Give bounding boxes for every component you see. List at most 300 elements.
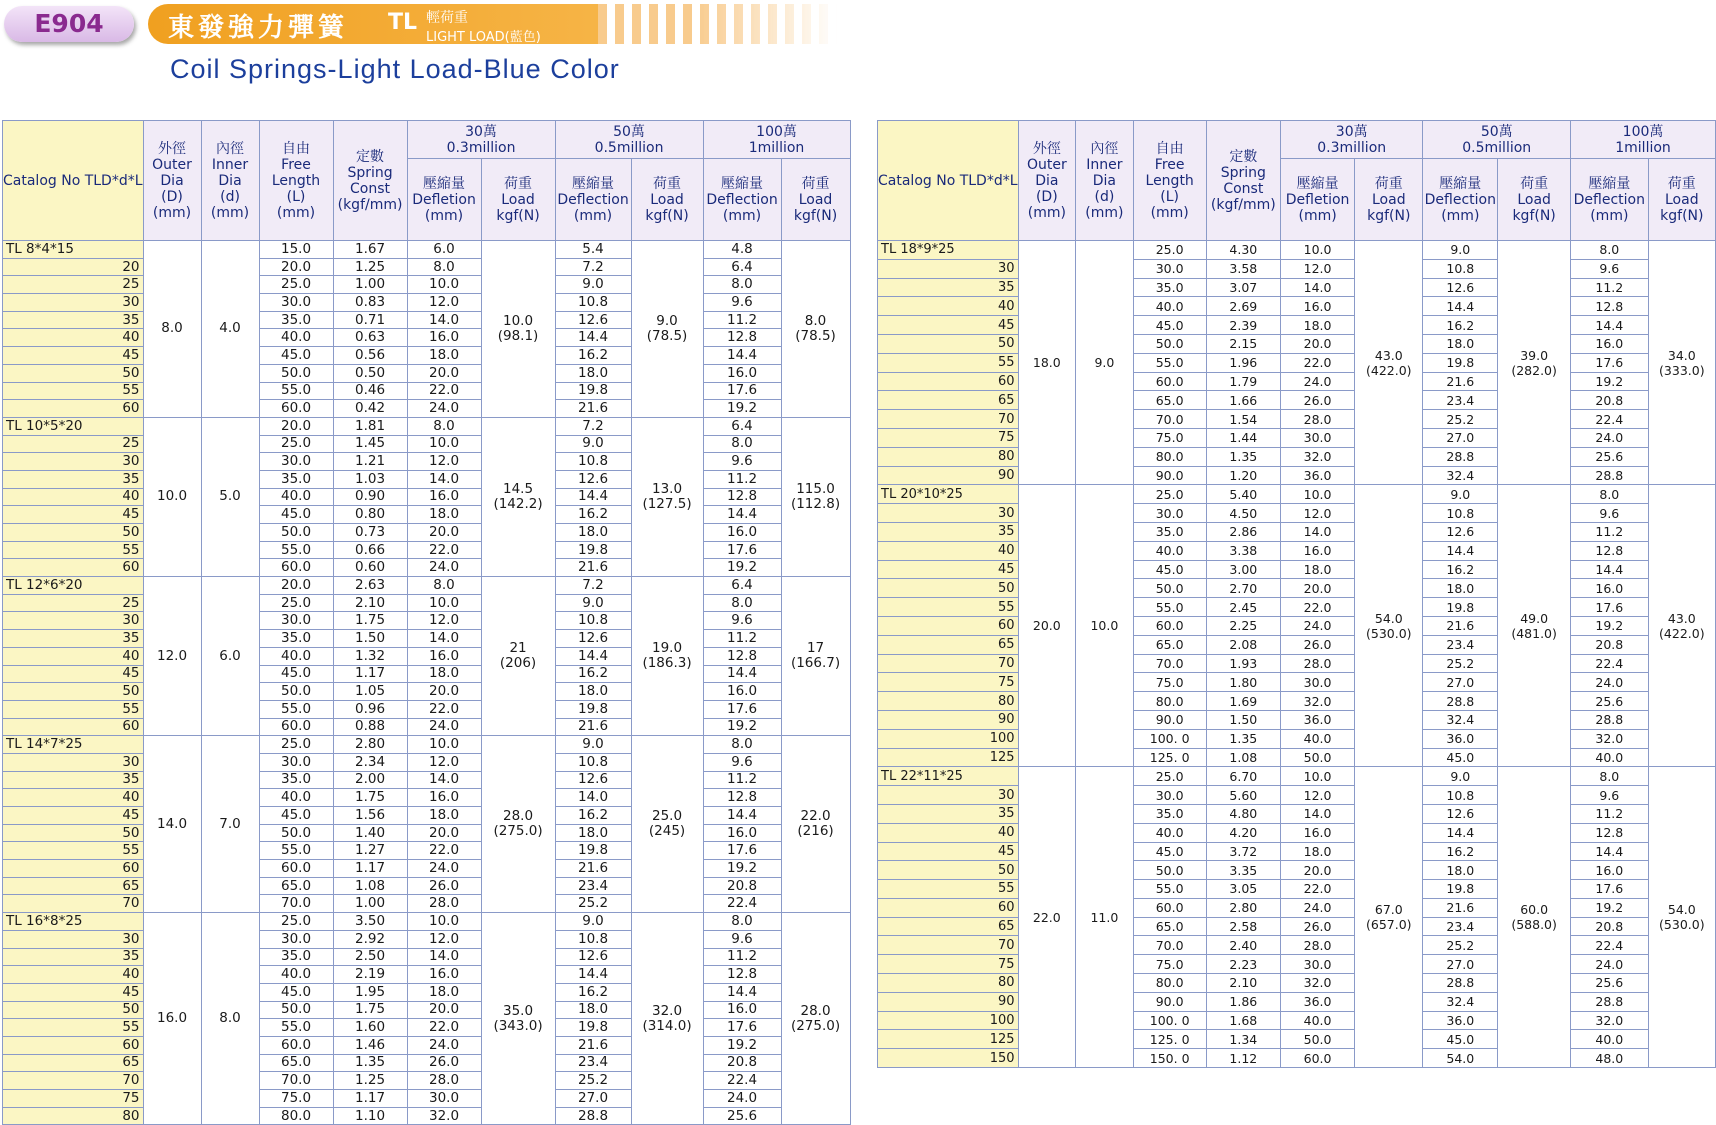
free-length: 50.0 (259, 364, 333, 382)
catalog-no: 60 (3, 559, 144, 577)
free-length: 55.0 (259, 541, 333, 559)
catalog-no: 60 (878, 372, 1019, 391)
deflection-500k: 21.6 (555, 1036, 631, 1054)
deflection-500k: 9.0 (1423, 767, 1498, 786)
table-row (3, 948, 851, 966)
table-row (3, 524, 851, 542)
deflection-500k: 5.4 (555, 241, 631, 259)
deflection-300k: 12.0 (407, 753, 481, 771)
table-row (3, 860, 851, 878)
deflection-300k: 36.0 (1280, 710, 1354, 729)
deflection-1m: 16.0 (703, 1001, 781, 1019)
deflection-1m: 16.0 (1571, 861, 1649, 880)
free-length: 65.0 (259, 1054, 333, 1072)
table-row (878, 391, 1716, 410)
table-row (878, 842, 1716, 861)
table-row (878, 710, 1716, 729)
table-row (878, 917, 1716, 936)
spring-const: 1.25 (333, 1072, 407, 1090)
catalog-no: 45 (3, 665, 144, 683)
deflection-300k: 36.0 (1280, 466, 1354, 485)
spring-const: 1.46 (333, 1036, 407, 1054)
inner-dia: 10.0 (1076, 485, 1134, 767)
catalog-no: 100 (878, 729, 1019, 748)
catalog-no: 70 (878, 410, 1019, 429)
header-free-length: 自由 Free Length (L) (mm) (1133, 121, 1206, 241)
free-length: 70.0 (1133, 936, 1206, 955)
deflection-500k: 18.0 (555, 1001, 631, 1019)
catalog-no: 60 (878, 898, 1019, 917)
catalog-no: 30 (878, 504, 1019, 523)
catalog-no: 35 (3, 311, 144, 329)
deflection-500k: 28.8 (1423, 447, 1498, 466)
catalog-no: 30 (3, 612, 144, 630)
header-deflection: 壓縮量 Deflection (mm) (703, 159, 781, 241)
deflection-300k: 28.0 (407, 895, 481, 913)
free-length: 55.0 (259, 1019, 333, 1037)
table-row (3, 417, 851, 435)
table-row (3, 983, 851, 1001)
catalog-no: 75 (878, 673, 1019, 692)
table-row (3, 258, 851, 276)
deflection-500k: 18.0 (555, 524, 631, 542)
deflection-1m: 28.8 (1571, 710, 1649, 729)
catalog-no: TL 16*8*25 (3, 913, 144, 931)
deflection-500k: 21.6 (555, 860, 631, 878)
spring-const: 2.39 (1206, 316, 1280, 335)
deflection-500k: 19.8 (1423, 880, 1498, 899)
spring-const: 1.69 (1206, 692, 1280, 711)
table-row (3, 364, 851, 382)
load-1m: 43.0 (422.0) (1648, 485, 1715, 767)
header-catalog-no: Catalog No TLD*d*L (878, 121, 1019, 241)
outer-dia: 10.0 (143, 417, 201, 576)
free-length: 100. 0 (1133, 1011, 1206, 1030)
catalog-no: 35 (3, 470, 144, 488)
load-1m: 34.0 (333.0) (1648, 241, 1715, 485)
header-outer-dia: 外徑 Outer Dia (D) (mm) (143, 121, 201, 241)
catalog-no: TL 14*7*25 (3, 736, 144, 754)
deflection-1m: 11.2 (703, 311, 781, 329)
deflection-500k: 36.0 (1423, 729, 1498, 748)
header-deflection: 壓縮量 Deflection (mm) (1571, 159, 1649, 241)
load-500k: 49.0 (481.0) (1498, 485, 1571, 767)
deflection-1m: 6.4 (703, 417, 781, 435)
deflection-300k: 18.0 (1280, 316, 1354, 335)
deflection-500k: 16.2 (555, 983, 631, 1001)
deflection-1m: 6.4 (703, 258, 781, 276)
deflection-300k: 36.0 (1280, 992, 1354, 1011)
deflection-500k: 19.8 (555, 1019, 631, 1037)
free-length: 40.0 (1133, 823, 1206, 842)
deflection-500k: 10.8 (555, 294, 631, 312)
deflection-500k: 9.0 (1423, 241, 1498, 260)
catalog-no: 35 (3, 630, 144, 648)
table-row (878, 767, 1716, 786)
free-length: 35.0 (1133, 804, 1206, 823)
free-length: 50.0 (1133, 579, 1206, 598)
deflection-500k: 18.0 (555, 824, 631, 842)
free-length: 30.0 (259, 930, 333, 948)
catalog-no: 40 (3, 647, 144, 665)
table-row (3, 665, 851, 683)
spring-const: 1.35 (333, 1054, 407, 1072)
catalog-no: 40 (3, 789, 144, 807)
catalog-no: 90 (878, 992, 1019, 1011)
spring-const: 2.34 (333, 753, 407, 771)
deflection-500k: 25.2 (555, 895, 631, 913)
table-row (3, 1036, 851, 1054)
table-row (878, 616, 1716, 635)
deflection-300k: 18.0 (407, 807, 481, 825)
spring-const: 6.70 (1206, 767, 1280, 786)
deflection-500k: 25.2 (1423, 936, 1498, 955)
deflection-300k: 50.0 (1280, 748, 1354, 767)
spring-const: 0.88 (333, 718, 407, 736)
free-length: 90.0 (1133, 992, 1206, 1011)
catalog-no: 65 (878, 391, 1019, 410)
deflection-500k: 19.8 (555, 541, 631, 559)
deflection-1m: 20.8 (703, 877, 781, 895)
deflection-300k: 40.0 (1280, 1011, 1354, 1030)
spring-const: 0.56 (333, 347, 407, 365)
spring-const: 0.83 (333, 294, 407, 312)
catalog-no: 40 (878, 297, 1019, 316)
header-group-500k: 50萬 0.5million (1423, 121, 1571, 159)
free-length: 55.0 (259, 700, 333, 718)
header-spring-const: 定數 Spring Const (kgf/mm) (333, 121, 407, 241)
deflection-1m: 25.6 (1571, 447, 1649, 466)
catalog-no: 55 (878, 353, 1019, 372)
free-length: 55.0 (1133, 598, 1206, 617)
catalog-no: 40 (878, 541, 1019, 560)
catalog-no: 55 (3, 1019, 144, 1037)
deflection-300k: 12.0 (407, 294, 481, 312)
deflection-500k: 18.0 (1423, 579, 1498, 598)
deflection-1m: 8.0 (703, 276, 781, 294)
spring-const: 1.93 (1206, 654, 1280, 673)
spring-const: 5.40 (1206, 485, 1280, 504)
deflection-500k: 18.0 (1423, 334, 1498, 353)
deflection-500k: 9.0 (555, 594, 631, 612)
catalog-code-badge: E904 (4, 6, 134, 42)
free-length: 50.0 (1133, 861, 1206, 880)
deflection-1m: 17.6 (703, 842, 781, 860)
deflection-500k: 21.6 (555, 400, 631, 418)
spring-const: 1.75 (333, 789, 407, 807)
deflection-500k: 16.2 (555, 506, 631, 524)
deflection-500k: 27.0 (555, 1090, 631, 1108)
catalog-no: 70 (3, 1072, 144, 1090)
deflection-1m: 17.6 (703, 382, 781, 400)
deflection-300k: 6.0 (407, 241, 481, 259)
spring-const: 2.00 (333, 771, 407, 789)
table-row (3, 1107, 851, 1125)
deflection-500k: 36.0 (1423, 1011, 1498, 1030)
spring-const: 1.21 (333, 453, 407, 471)
free-length: 60.0 (259, 1036, 333, 1054)
deflection-1m: 12.8 (703, 966, 781, 984)
free-length: 50.0 (259, 683, 333, 701)
catalog-no: 80 (3, 1107, 144, 1125)
deflection-1m: 19.2 (1571, 898, 1649, 917)
deflection-1m: 19.2 (703, 1036, 781, 1054)
free-length: 35.0 (259, 771, 333, 789)
header-deflection: 壓縮量 Defletion (mm) (407, 159, 481, 241)
spring-const: 1.44 (1206, 428, 1280, 447)
deflection-500k: 25.2 (1423, 410, 1498, 429)
table-row (3, 241, 851, 259)
header-group-500k: 50萬 0.5million (555, 121, 703, 159)
free-length: 45.0 (259, 807, 333, 825)
free-length: 55.0 (1133, 880, 1206, 899)
table-row (878, 297, 1716, 316)
deflection-300k: 16.0 (407, 647, 481, 665)
table-row (3, 683, 851, 701)
deflection-500k: 21.6 (555, 559, 631, 577)
deflection-300k: 30.0 (407, 1090, 481, 1108)
deflection-500k: 54.0 (1423, 1049, 1498, 1068)
deflection-500k: 9.0 (1423, 485, 1498, 504)
spring-const: 1.35 (1206, 447, 1280, 466)
deflection-300k: 22.0 (407, 541, 481, 559)
free-length: 50.0 (259, 524, 333, 542)
spring-const: 2.15 (1206, 334, 1280, 353)
catalog-no: 50 (3, 1001, 144, 1019)
deflection-500k: 12.6 (1423, 522, 1498, 541)
deflection-300k: 26.0 (1280, 917, 1354, 936)
catalog-no: 40 (3, 488, 144, 506)
spring-const: 0.60 (333, 559, 407, 577)
outer-dia: 16.0 (143, 913, 201, 1125)
table-row (878, 372, 1716, 391)
deflection-300k: 16.0 (407, 329, 481, 347)
table-row (878, 861, 1716, 880)
free-length: 25.0 (1133, 767, 1206, 786)
deflection-500k: 16.2 (1423, 842, 1498, 861)
spring-const: 0.63 (333, 329, 407, 347)
deflection-500k: 23.4 (1423, 635, 1498, 654)
catalog-no: 80 (878, 974, 1019, 993)
deflection-1m: 16.0 (703, 524, 781, 542)
catalog-no: 25 (3, 276, 144, 294)
load-1m: 54.0 (530.0) (1648, 767, 1715, 1068)
free-length: 60.0 (259, 400, 333, 418)
table-row (878, 880, 1716, 899)
deflection-300k: 10.0 (407, 736, 481, 754)
spring-const: 4.20 (1206, 823, 1280, 842)
table-row (878, 485, 1716, 504)
deflection-1m: 22.4 (703, 1072, 781, 1090)
table-row (878, 1049, 1716, 1068)
deflection-300k: 20.0 (407, 1001, 481, 1019)
deflection-1m: 17.6 (703, 700, 781, 718)
spec-table-right (877, 120, 1716, 1068)
free-length: 25.0 (259, 435, 333, 453)
catalog-no: 65 (3, 877, 144, 895)
deflection-1m: 20.8 (703, 1054, 781, 1072)
deflection-500k: 9.0 (555, 435, 631, 453)
deflection-300k: 24.0 (407, 559, 481, 577)
free-length: 50.0 (1133, 334, 1206, 353)
deflection-500k: 19.8 (555, 842, 631, 860)
deflection-500k: 23.4 (1423, 917, 1498, 936)
deflection-500k: 19.8 (1423, 353, 1498, 372)
catalog-no: 30 (3, 453, 144, 471)
free-length: 90.0 (1133, 710, 1206, 729)
outer-dia: 18.0 (1018, 241, 1076, 485)
spring-const: 1.67 (333, 241, 407, 259)
table-row (878, 353, 1716, 372)
spring-const: 0.42 (333, 400, 407, 418)
table-row (3, 506, 851, 524)
deflection-300k: 14.0 (407, 630, 481, 648)
catalog-no: 90 (878, 710, 1019, 729)
table-row (3, 842, 851, 860)
deflection-300k: 30.0 (1280, 428, 1354, 447)
catalog-no: 50 (3, 364, 144, 382)
spring-const: 2.45 (1206, 598, 1280, 617)
deflection-1m: 14.4 (1571, 560, 1649, 579)
deflection-300k: 22.0 (407, 382, 481, 400)
deflection-300k: 12.0 (407, 612, 481, 630)
catalog-no: 100 (878, 1011, 1019, 1030)
catalog-no: 45 (3, 506, 144, 524)
catalog-no: 55 (3, 382, 144, 400)
spring-const: 1.45 (333, 435, 407, 453)
free-length: 55.0 (259, 842, 333, 860)
deflection-300k: 26.0 (407, 877, 481, 895)
deflection-500k: 12.6 (555, 470, 631, 488)
inner-dia: 9.0 (1076, 241, 1134, 485)
spring-const: 4.30 (1206, 241, 1280, 260)
deflection-300k: 26.0 (407, 1054, 481, 1072)
deflection-500k: 28.8 (555, 1107, 631, 1125)
table-row (878, 748, 1716, 767)
free-length: 65.0 (1133, 917, 1206, 936)
free-length: 70.0 (1133, 654, 1206, 673)
free-length: 125. 0 (1133, 748, 1206, 767)
load-500k: 19.0 (186.3) (631, 577, 703, 736)
catalog-no: 45 (878, 560, 1019, 579)
table-row (878, 823, 1716, 842)
free-length: 45.0 (1133, 316, 1206, 335)
catalog-no: 55 (3, 842, 144, 860)
table-row (878, 522, 1716, 541)
deflection-1m: 16.0 (703, 824, 781, 842)
spring-const: 1.95 (333, 983, 407, 1001)
deflection-1m: 24.0 (1571, 955, 1649, 974)
deflection-300k: 26.0 (1280, 391, 1354, 410)
table-row (3, 382, 851, 400)
deflection-300k: 10.0 (407, 913, 481, 931)
free-length: 60.0 (1133, 616, 1206, 635)
spring-const: 1.56 (333, 807, 407, 825)
table-row (878, 729, 1716, 748)
deflection-300k: 30.0 (1280, 955, 1354, 974)
load-500k: 25.0 (245) (631, 736, 703, 913)
load-1m: 115.0 (112.8) (781, 417, 850, 576)
deflection-500k: 32.4 (1423, 466, 1498, 485)
deflection-1m: 19.2 (1571, 616, 1649, 635)
catalog-no: 150 (878, 1049, 1019, 1068)
catalog-no: 50 (3, 683, 144, 701)
spring-const: 1.17 (333, 665, 407, 683)
load-300k: 67.0 (657.0) (1355, 767, 1423, 1068)
deflection-1m: 20.8 (1571, 917, 1649, 936)
load-1m: 8.0 (78.5) (781, 241, 850, 418)
catalog-no: 40 (878, 823, 1019, 842)
header-load: 荷重 Load kgf(N) (631, 159, 703, 241)
catalog-no: 30 (878, 786, 1019, 805)
header-deflection: 壓縮量 Deflection (mm) (1423, 159, 1498, 241)
deflection-1m: 9.6 (703, 930, 781, 948)
spring-const: 1.96 (1206, 353, 1280, 372)
deflection-300k: 14.0 (1280, 804, 1354, 823)
catalog-no: 45 (878, 316, 1019, 335)
spring-const: 5.60 (1206, 786, 1280, 805)
deflection-500k: 19.8 (1423, 598, 1498, 617)
deflection-1m: 19.2 (1571, 372, 1649, 391)
deflection-500k: 45.0 (1423, 1030, 1498, 1049)
free-length: 30.0 (1133, 259, 1206, 278)
table-row (3, 1090, 851, 1108)
deflection-1m: 14.4 (1571, 316, 1649, 335)
deflection-500k: 12.6 (555, 630, 631, 648)
deflection-500k: 7.2 (555, 258, 631, 276)
catalog-no: TL 22*11*25 (878, 767, 1019, 786)
catalog-no: 30 (3, 753, 144, 771)
spring-const: 1.00 (333, 276, 407, 294)
table-row (3, 347, 851, 365)
deflection-1m: 8.0 (703, 736, 781, 754)
catalog-no: 55 (878, 598, 1019, 617)
catalog-no: 55 (3, 541, 144, 559)
deflection-300k: 10.0 (407, 276, 481, 294)
deflection-300k: 28.0 (407, 1072, 481, 1090)
table-row (3, 435, 851, 453)
spring-const: 1.20 (1206, 466, 1280, 485)
deflection-1m: 22.4 (1571, 410, 1649, 429)
table-row (3, 1054, 851, 1072)
catalog-no: TL 12*6*20 (3, 577, 144, 595)
table-row (3, 877, 851, 895)
spring-const: 2.80 (1206, 898, 1280, 917)
free-length: 50.0 (259, 1001, 333, 1019)
deflection-1m: 20.8 (1571, 391, 1649, 410)
table-row (3, 276, 851, 294)
table-row (3, 824, 851, 842)
deflection-1m: 25.6 (703, 1107, 781, 1125)
free-length: 45.0 (1133, 560, 1206, 579)
catalog-no: 90 (878, 466, 1019, 485)
free-length: 35.0 (1133, 278, 1206, 297)
catalog-no: 75 (878, 428, 1019, 447)
deflection-500k: 12.6 (1423, 278, 1498, 297)
deflection-1m: 11.2 (1571, 278, 1649, 297)
free-length: 25.0 (259, 913, 333, 931)
header-inner-dia: 內徑 Inner Dia (d) (mm) (1076, 121, 1134, 241)
catalog-no: 125 (878, 1030, 1019, 1049)
table-row (3, 1019, 851, 1037)
deflection-1m: 8.0 (703, 435, 781, 453)
deflection-1m: 28.8 (1571, 466, 1649, 485)
spring-const: 3.58 (1206, 259, 1280, 278)
spring-const: 1.08 (1206, 748, 1280, 767)
spring-const: 2.25 (1206, 616, 1280, 635)
outer-dia: 12.0 (143, 577, 201, 736)
deflection-300k: 18.0 (1280, 560, 1354, 579)
